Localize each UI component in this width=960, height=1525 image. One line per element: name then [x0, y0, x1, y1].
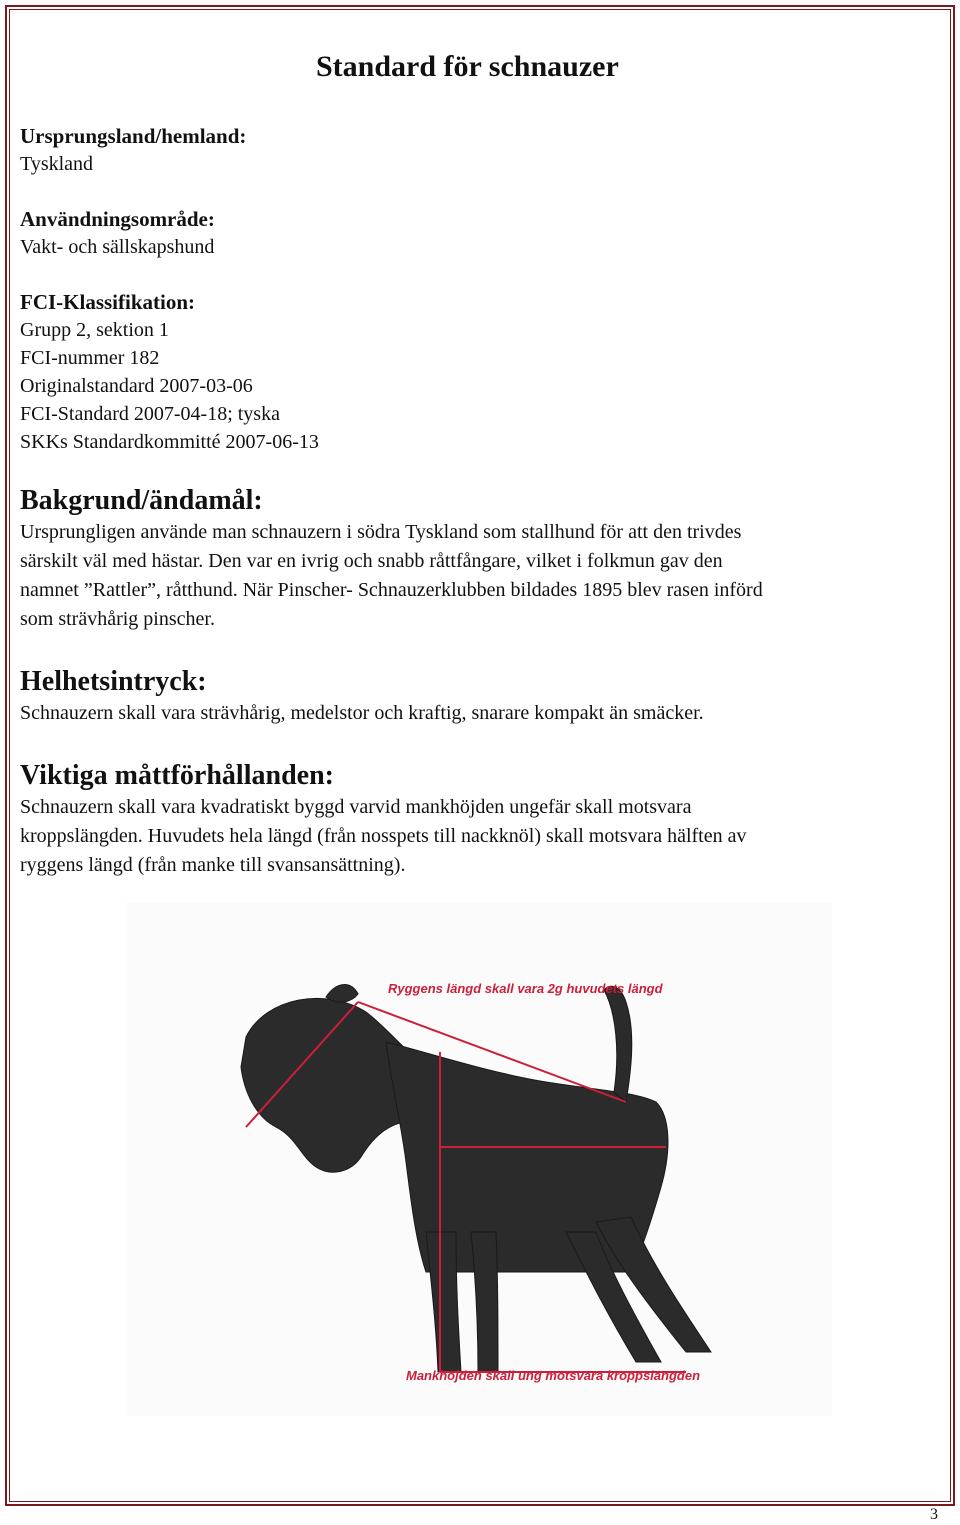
fci-line: SKKs Standardkommitté 2007-06-13	[20, 431, 319, 453]
schnauzer-drawing	[126, 902, 832, 1416]
impression-section	[20, 665, 940, 728]
background-line: som strävhårig pinscher.	[20, 608, 215, 630]
proportions-line: ryggens längd (från manke till svansansättning).	[20, 854, 406, 876]
impression-heading: Helhetsintryck:	[20, 666, 207, 697]
origin-section	[20, 122, 246, 178]
background-heading: Bakgrund/ändamål:	[20, 485, 263, 516]
usage-label: Användningsområde:	[20, 207, 215, 231]
fci-line: Grupp 2, sektion 1	[20, 319, 169, 341]
background-line: Ursprungligen använde man schnauzern i södra Tyskland som stallhund för att den trivdes	[20, 521, 742, 543]
caption-withers-height: Mankhöjden skall ung motsvara kroppslängden	[406, 1368, 701, 1383]
proportions-line: Schnauzern skall vara kvadratiskt byggd varvid mankhöjden ungefär skall motsvara	[20, 796, 692, 818]
fci-label: FCI-Klassifikation:	[20, 290, 196, 314]
fci-line: FCI-nummer 182	[20, 347, 160, 369]
page-title: Standard för schnauzer	[316, 50, 619, 83]
background-line: särskilt väl med hästar. Den var en ivrig och snabb råttfångare, vilket i folkmun gav den	[20, 550, 723, 572]
schnauzer-illustration	[126, 902, 832, 1416]
fci-line: Originalstandard 2007-03-06	[20, 375, 253, 397]
caption-back-length: Ryggens längd skall vara 2g huvudets längd	[388, 981, 663, 996]
proportions-heading: Viktiga måttförhållanden:	[20, 760, 334, 791]
origin-value: Tyskland	[20, 153, 94, 175]
page-number: 3	[930, 1506, 938, 1523]
usage-section	[20, 205, 215, 261]
proportions-section	[20, 759, 940, 880]
proportions-line: kroppslängden. Huvudets hela längd (från nosspets till nackknöl) skall motsvara hälften av	[20, 825, 747, 847]
background-line: namnet ”Rattler”, råtthund. När Pinscher- Schnauzerklubben bildades 1895 blev rasen införd	[20, 579, 763, 601]
fci-line: FCI-Standard 2007-04-18; tyska	[20, 403, 280, 425]
dog-silhouette-icon	[241, 985, 711, 1372]
fci-section	[20, 288, 319, 456]
usage-value: Vakt- och sällskapshund	[20, 236, 215, 258]
background-section	[20, 484, 940, 634]
origin-label: Ursprungsland/hemland:	[20, 124, 247, 148]
impression-line: Schnauzern skall vara strävhårig, medelstor och kraftig, snarare kompakt än smäcker.	[20, 702, 704, 724]
